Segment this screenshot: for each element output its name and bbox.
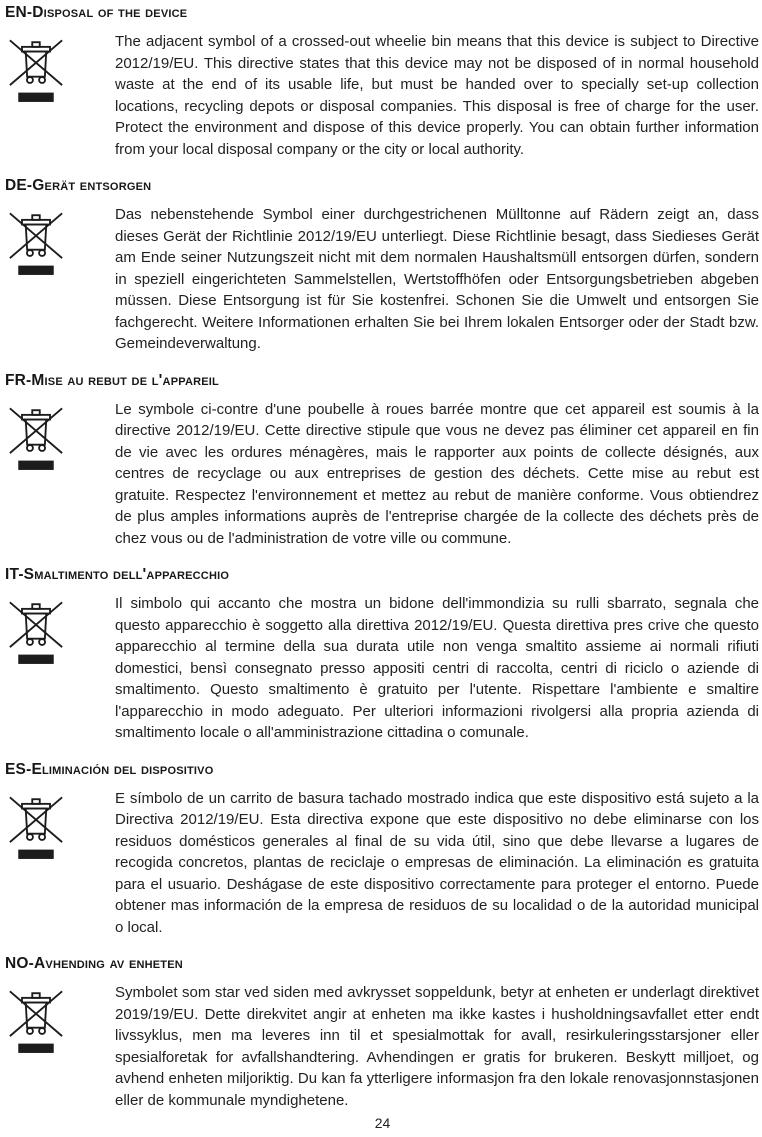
section-heading-no: NO-Avhending av enheten xyxy=(5,955,183,972)
section-text-es: E símbolo de un carrito de basura tachado mostrado indica que este dispositivo está sujeto a la Directiva 2012/19/EU. Esta directiva expone que este dispositivo no debe eliminarse con los residuos domésticos generales al final de su vida útil, sino que debe llevarse a lugares de recogida concretos, plantas de reciclaje o empresas de eliminación. La eliminación es gratuita para el usuario. Deshágase de este dispositivo correctamente para proteger el entorno. Puede obtener mas información de la empresa de residuos de su localidad o de la autoridad municipal o local. xyxy=(115,789,759,936)
section-text-fr: Le symbole ci-contre d'une poubelle à roues barrée montre que cet appareil est soumis à la directive 2012/19/EU. Cette directive stipule que vous ne devez pas éliminer cet appareil en fin de vie avec les ordures ménagères, mais le rapporter aux points de collecte désignés, aux centres de recyclage ou aux entreprises de gestion des déchets. Cette mise au rebut est gratuite. Respectez l'environnement et mettez au rebut de manière conforme. Vous obtiendrez de plus amples informations auprès de l'entreprise chargée de la collecte des déchets près de chez vous ou de l'administration de votre ville ou commune. xyxy=(115,400,759,547)
section-es xyxy=(5,761,760,939)
section-text-de: Das nebenstehende Symbol einer durchgestrichenen Mülltonne auf Rädern zeigt an, dass dieses Gerät der Richtlinie 2012/19/EU unterliegt. Diese Richtlinie besagt, dass Siedieses Gerät am Ende seiner Nutzungszeit nicht mit dem normalen Haushaltsmüll entsorgen dürfen, sondern in speziell eingerichteten Sammelstellen, Wertstoffhöfen oder Entsorgungsbetrieben abgeben müssen. Diese Entsorgung ist für Sie kostenfrei. Schonen Sie die Umwelt und entsorgen Sie fachgerecht. Weitere Informationen erhalten Sie bei Ihrem lokalen Entsorger oder der Stadt bzw. Gemeindeverwaltung. xyxy=(115,206,759,352)
section-no xyxy=(5,955,760,1111)
section-de xyxy=(5,177,760,355)
section-heading-es: ES-Eliminación del dispositivo xyxy=(5,760,214,778)
section-text-en: The adjacent symbol of a crossed-out wheelie bin means that this device is subject to Directive 2012/19/EU. This directive states that this device may not be disposed of in normal household waste at the end of its usable life, but must be handed over to specially set-up collection locations, recycling depots or disposal companies. This disposal is free of charge for the user. Protect the environment and dispose of this device properly. You can obtain further information from your local disposal company or the city or local authority. xyxy=(115,33,759,158)
weee-crossed-out-wheelie-bin-icon xyxy=(8,989,115,1059)
page-number: 24 xyxy=(374,1115,391,1131)
weee-crossed-out-wheelie-bin-icon xyxy=(8,38,115,108)
weee-crossed-out-wheelie-bin-icon xyxy=(8,600,115,670)
weee-crossed-out-wheelie-bin-icon xyxy=(8,406,115,476)
section-text-no: Symbolet som star ved siden med avkrysset soppeldunk, betyr at enheten er underlagt direktivet 2019/19/EU. Dette direkvitet angir at enheten ma ikke kastes i husholdningsavfallet etter endt livssyklus, men ma leveres inn til et spesialmottak for avall, resirkuleringsstarsjoner eller spesialforetak for avfallshandtering. Avhendingen er gratis for brukeren. Beskytt milljoet, og avhend enheten miljoriktig. Du kan fa ytterligere informasjon fra den lokale renovasjonnstasjonen eller de kommunale myndighetene. xyxy=(115,984,759,1109)
section-heading-fr: FR-Mise au rebut de l'appareil xyxy=(5,371,219,389)
section-it xyxy=(5,566,760,744)
section-en xyxy=(5,4,760,160)
section-fr xyxy=(5,372,760,550)
section-heading-it: IT-Smaltimento dell'apparecchio xyxy=(5,566,230,583)
weee-crossed-out-wheelie-bin-icon xyxy=(8,211,115,281)
section-heading-de: DE-Gerät entsorgen xyxy=(5,177,152,194)
section-heading-en: EN-Disposal of the device xyxy=(5,4,188,21)
section-text-it: Il simbolo qui accanto che mostra un bidone dell'immondizia su rulli sbarrato, segnala che questo apparecchio è soggetto alla direttiva 2012/19/EU. Questa direttiva pres crive che questo apparecchio al termine della sua durata utile non venga smaltito assieme ai normali rifiuti domestici, bensì consegnato presso appositi centri di raccolta, centri di riciclo o aziende di smaltimento. Questo smaltimento è gratuito per l'utente. Rispettare l'ambiente e smaltire l'apparecchio in modo adeguato. Per ulteriori informazioni rivolgersi alla propria azienda di smaltimento locale o all'amministrazione cittadina o comunale. xyxy=(115,595,759,741)
weee-crossed-out-wheelie-bin-icon xyxy=(8,795,115,865)
